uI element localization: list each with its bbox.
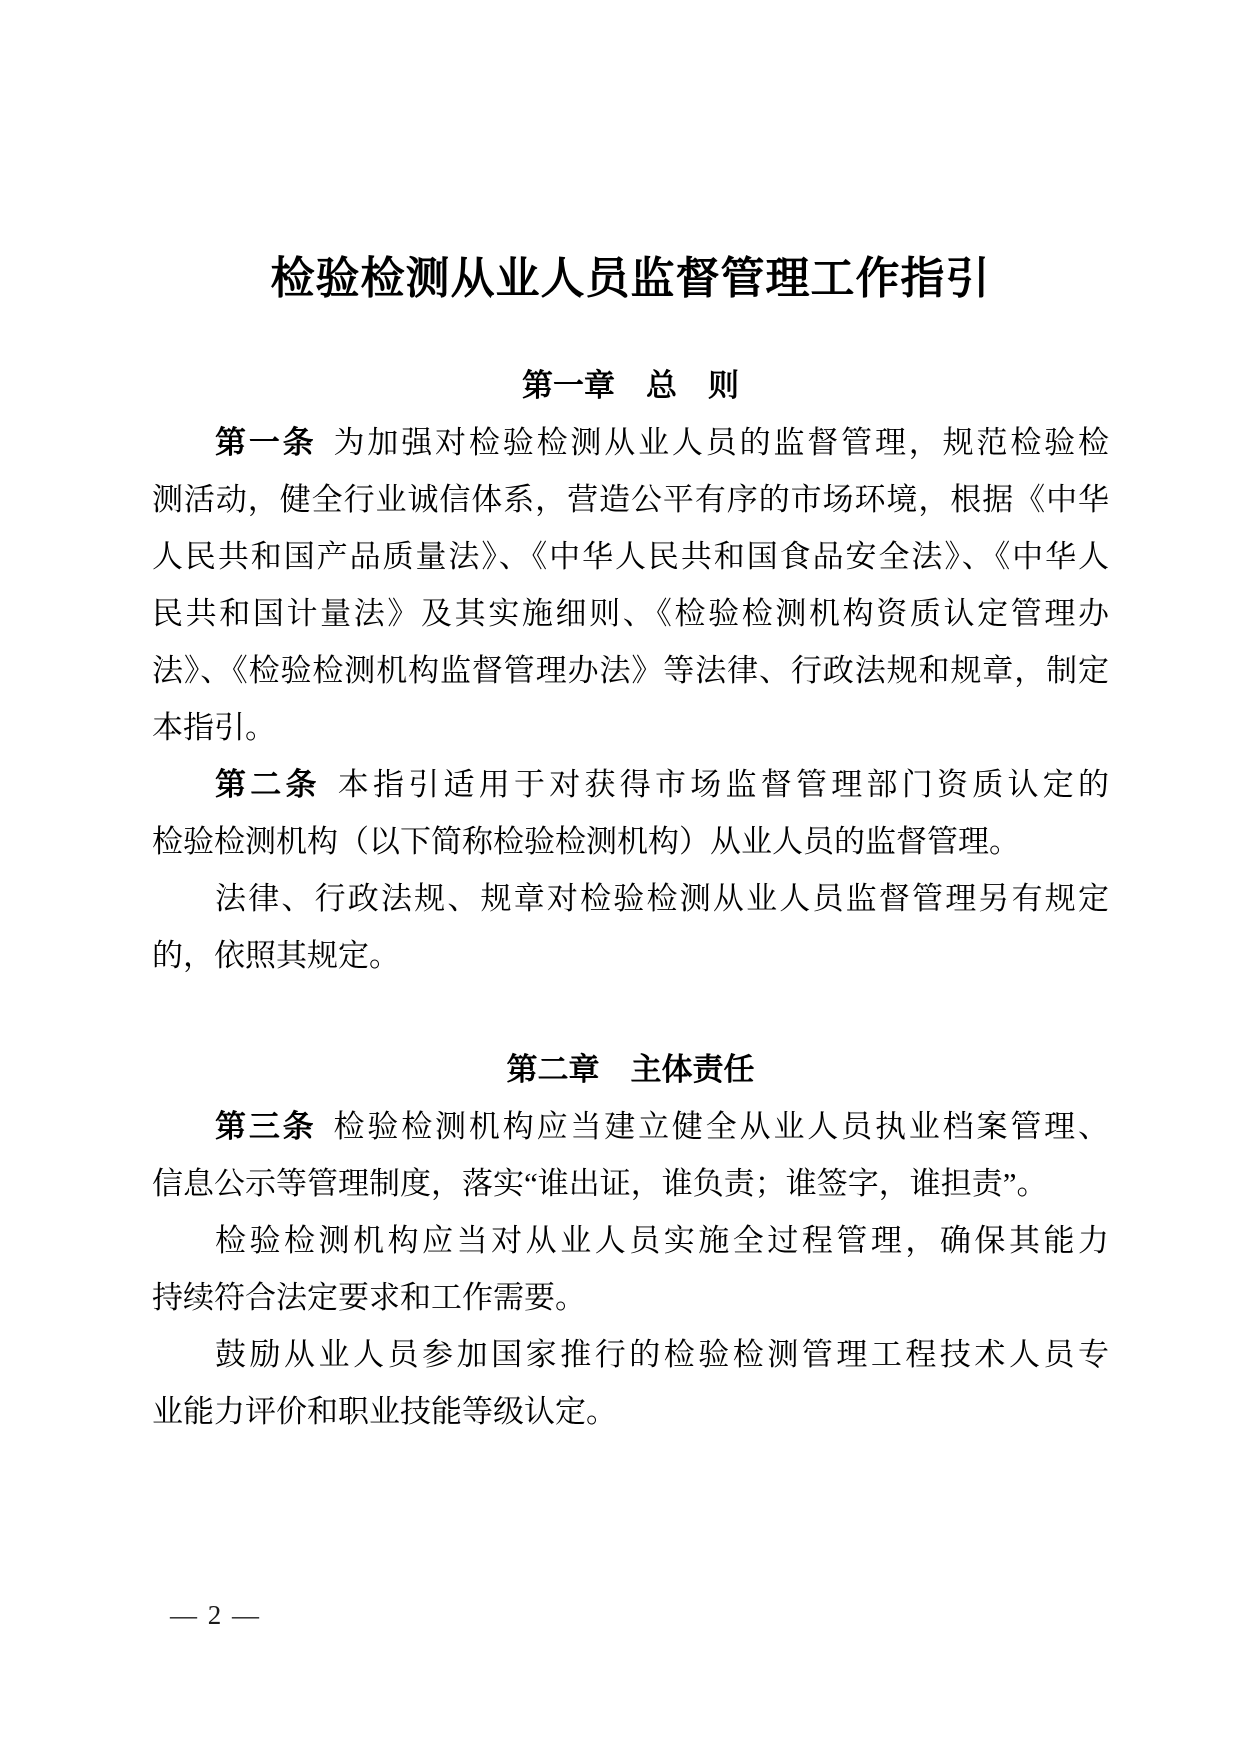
- text-line: [152, 414, 1109, 471]
- text-line: 业能力评价和职业技能等级认定。: [152, 1394, 617, 1429]
- article-3-paragraph-2: [152, 1212, 1109, 1326]
- text-line: 的，依照其规定。: [152, 938, 400, 973]
- article-2-paragraph-2: [152, 870, 1109, 984]
- article-3-label: 第三条: [215, 1109, 317, 1144]
- text-line: 检验检测机构（以下简称检验检测机构）从业人员的监督管理。: [152, 824, 1020, 859]
- text-line: 法律、行政法规、规章对检验检测从业人员监督管理另有规定: [215, 881, 1109, 916]
- text-run: 为加强对检验检测从业人员的监督管理，规范检验检: [333, 425, 1109, 460]
- text-line: 信息公示等管理制度，落实“谁出证，谁负责；谁签字，谁担责”。: [152, 1166, 1048, 1201]
- document-title: 检验检测从业人员监督管理工作指引: [270, 254, 991, 303]
- article-2-label: 第二条: [215, 767, 321, 802]
- article-1-paragraph: [152, 414, 1109, 756]
- text-line: 持续符合法定要求和工作需要。: [152, 1280, 586, 1315]
- article-3-paragraph-3: [152, 1326, 1109, 1440]
- text-line: [152, 756, 1109, 813]
- article-3-paragraph-1: [152, 1098, 1109, 1212]
- text-line: 检验检测机构应当对从业人员实施全过程管理，确保其能力: [215, 1223, 1109, 1258]
- text-line: 民共和国计量法》及其实施细则、《检验检测机构资质认定管理办: [152, 596, 1109, 631]
- page-number: — 2 —: [170, 1600, 261, 1630]
- text-line: 本指引。: [152, 710, 276, 745]
- article-1-label: 第一条: [215, 425, 317, 460]
- text-line: 鼓励从业人员参加国家推行的检验检测管理工程技术人员专: [215, 1337, 1109, 1372]
- document-content: [152, 0, 1109, 1440]
- text-line: 人民共和国产品质量法》、《中华人民共和国食品安全法》、《中华人: [152, 539, 1109, 574]
- text-line: 法》、《检验检测机构监督管理办法》等法律、行政法规和规章，制定: [152, 653, 1109, 688]
- text-run: 本指引适用于对获得市场监督管理部门资质认定的: [337, 767, 1109, 802]
- chapter-1-heading: 第一章 总 则: [522, 368, 739, 403]
- text-line: 测活动，健全行业诚信体系，营造公平有序的市场环境，根据《中华: [152, 482, 1109, 517]
- text-line: [152, 1098, 1109, 1155]
- article-2-paragraph-1: [152, 756, 1109, 870]
- chapter-2-heading: 第二章 主体责任: [506, 1052, 755, 1087]
- text-run: 检验检测机构应当建立健全从业人员执业档案管理、: [333, 1109, 1109, 1144]
